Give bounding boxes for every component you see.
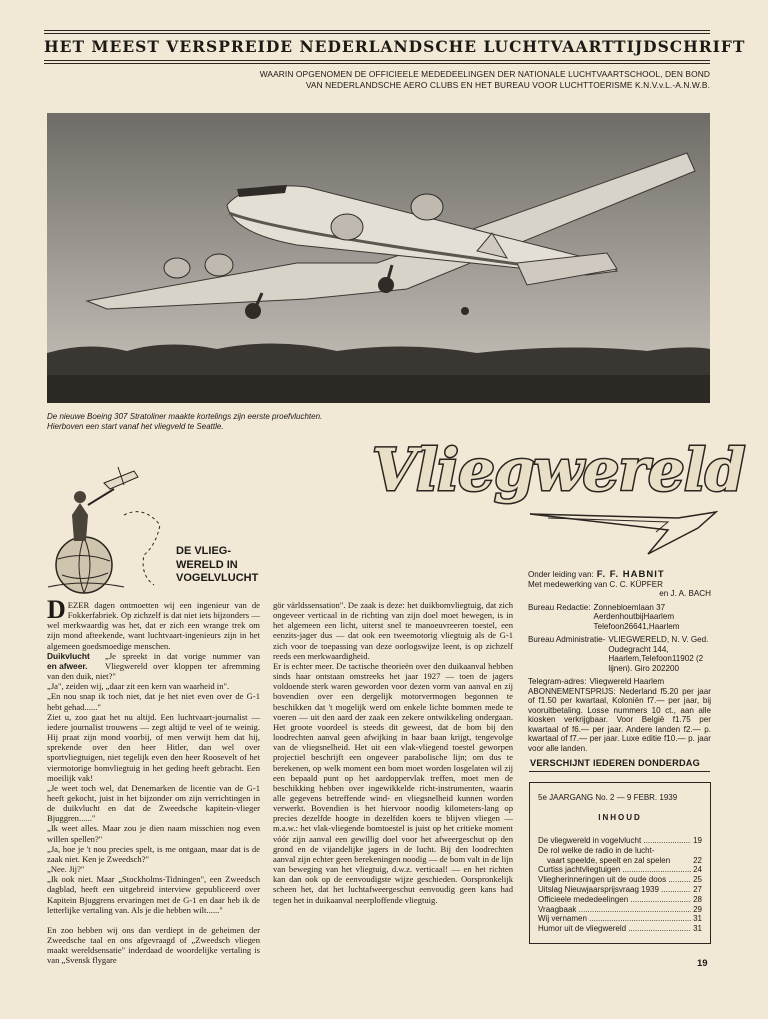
publication-frequency: VERSCHIJNT IEDEREN DONDERDAG: [530, 758, 700, 768]
colophon-leiding: Onder leiding van: F. F. HABNIT: [528, 569, 665, 580]
colophon-medewerking-2: en J. A. BACH: [659, 589, 711, 598]
article-paragraph: „Ik weet alles. Maar zou je dien naam misschien nog even willen spellen?": [47, 823, 260, 844]
photo-caption: De nieuwe Boeing 307 Stratoliner maakte kortelings zijn eerste proefvluchten. Hierboven een start vanaf het vliegveld te Seattle.: [47, 412, 323, 431]
subtitle-line-2: VAN NEDERLANDSCHE AERO CLUBS EN HET BUREAU VOOR LUCHTTOERISME K.N.V.v.L.-A.N.W.B.: [305, 80, 710, 90]
toc-entry: De rol welke de radio in de lucht-: [538, 845, 655, 855]
drop-cap: D: [47, 595, 66, 624]
article-paragraph: En zoo hebben wij ons dan verdiept in de geheimen der Zweedsche taal en ons afgevraagd of „Zweedsch vliegen maakt wereldsensatie" inderdaad de woordelijke vertaling is van „Svensk flygare: [47, 924, 260, 966]
subtitle-line-1: WAARIN OPGENOMEN DE OFFICIEELE MEDEDEELINGEN DER NATIONALE LUCHTVAARTSCHOOL, DEN BOND: [259, 69, 710, 79]
article-column-2: [273, 600, 513, 905]
article-paragraph: „Nee. Jij?": [47, 864, 85, 875]
wing-emblem-icon: [528, 510, 718, 558]
toc-entry: Officieele mededeelingen ..... 28: [538, 895, 702, 905]
article-paragraph: „Je spreekt in dat vorige nummer van Vliegwereld over kloppen ter afremming van den duik, niet?": [47, 650, 260, 682]
colophon-medewerking: Met medewerking van C. C. KÜPFER: [528, 579, 663, 589]
colophon-abonnement: ABONNEMENTSPRIJS: Nederland f5.20 per jaar of f1.50 per kwartaal, Koloniën f7.— per jaar, bij vooruitbetaling. Losse nummers 10 ct., aan alle kiosken verkrijgbaar. Voor België f1.75 per kwartaal of f6.— per jaar. Andere landen f2.— p. kwartaal of f7.— per jaar. Luxe editie f10.— p. jaar voor alle landen.: [528, 686, 711, 753]
toc-entry: Vraagbaak ..... 29: [538, 905, 702, 915]
globe-aviator-illustration: [44, 455, 172, 595]
article-column-1: [47, 595, 260, 966]
section-title-line: DE VLIEG-: [176, 545, 232, 557]
table-of-contents: [529, 782, 711, 944]
article-paragraph: „En nou snap ik toch niet, dat je het niet even over de G-1 hebt gehad......": [47, 691, 260, 712]
toc-entry: Curtiss jachtvliegtuigen ..... 24: [538, 865, 702, 875]
section-title-line: VOGELVLUCHT: [176, 572, 259, 584]
article-paragraph: „Ik ook niet. Maar „Stockholms-Tidningen", een Zweedsch dagblad, heeft een uitgebreid interview gepubliceerd over Kapitein Bjuggrens ervaringen met de G-1 en daar heb ik de letterlijke vertaling van. Als je die hebben wilt......": [47, 874, 260, 915]
article-paragraph: Er is echter meer. De tactische theorieën over den duikaanval hebben sinds haar ontstaan omstreeks het jaar 1927 — toen de jagers voldoende sterk waren geworden voor dezen vorm van aanval en zij bovendien over een dergelijk motorvermogen begonnen te beschikken dat 't mogelijk werd om enkele lichte bommen mede te voeren — uit den aard der zaak een zekere ontwikkeling ondergaan. Het groote voordeel is steeds dit geweest, dat de bom bij den loodrechten aanval geen afwijking in haar baan krijgt, tengevolge van de vliegsnelheid. Het uit een vlak-vliegend toestel geworpen projectiel beschrijft een ongeveer parabolische lijn; om dus te berekenen, op welk moment een bom moet worden losgelaten wil zij een bepaald punt op het aardoppervlak treffen, moet men de beschikking hebben over ingewikkelde richt-instrumenten, waarin alle gegevens betreffende wind- en vliegsnelheid kunnen worden verwerkt. Bovendien is het hiervoor noodig kilometers-lang op precies dezelfde hoogte in dezelfden koers te blijven vliegen — m.a.w.: het vlak-vliegende bomtoestel is juist op het critieke moment vóór zijn aanval een gewillig doel voor het afweergeschut op den grond en de vijandelijke jagers in de lucht. Bij den loodrechten aanval zijn echter geen berekeningen noodig — de bom valt in de lijn van beweging van het vliegtuig, d.w.z. verticaal! — en het richten kan dan ook op de eenvoudigste wijze geschieden. Oorspronkelijk scheen het, dat het luchtafweergeschut eenvoudig geen kans had tegen het in duikaanval neerploffende vliegtuig.: [273, 660, 513, 905]
toc-entry: vaart speelde, speelt en zal spelen 22: [547, 855, 702, 865]
article-paragraph: Ziet u, zoo gaat het nu altijd. Een luchtvaart-journalist — iedere journalist trouwens — zegt altijd te veel of te weinig. Hij praat zijn mond voorbij, of men verwijt hem dat hij, sprekende over den heer Hitler, dan wel over sportvliegtuigen, niet tegelijk even den heer Roosevelt of het viermotorige bomvliegtuig in het geding heeft gebracht. Een moeilijk vak!: [47, 711, 260, 783]
article-intro: EZER dagen ontmoetten wij een ingenieur van de Fokkerfabriek. Op zichzelf is dat niet iets bijzonders — wel merkwaardig was het, dat er zich een wrange trek om zijn mond afteekende, want luchtvaart-ingenieurs zijn in het algemeen goedsmoedige menschen.: [47, 600, 260, 651]
toc-entry: Vliegherinneringen uit de oude doos ..... 25: [538, 875, 702, 885]
colophon-redactie: Bureau Redactie: Zonnebloemlaan 37 AerdenhoutbijHaarlem Telefoon26641,Haarlem: [528, 602, 680, 631]
toc-entry: Humor uit de vliegwereld ..... 31: [538, 924, 702, 934]
section-title: [176, 545, 258, 586]
toc-entry: Wij vernamen ..... 31: [538, 914, 702, 924]
vliegwereld-logo: Vliegwereld: [372, 436, 745, 504]
issue-line: 5e JAARGANG No. 2 — 9 FEBR. 1939: [538, 793, 678, 802]
toc-entry: De vliegwereld in vogelvlucht ..... 19: [538, 836, 702, 846]
article-paragraph: „Je weet toch wel, dat Denemarken de licentie van de G-1 heeft gekocht, juist in het bijzonder om zijn verrichtingen in de duikvlucht en dat de Zweedsche kapitein-vlieger Bjuggren......": [47, 782, 260, 824]
toc-entry: Uitslag Nieuwjaarsprijsvraag 1939 ..... 27: [538, 885, 702, 895]
article-paragraph: „Ja", zeiden wij, „daar zit een kern van waarheid in".: [47, 681, 230, 692]
toc-list: [538, 836, 702, 934]
side-heading: Duikvlucht en afweer.: [47, 650, 90, 671]
colophon-administratie: Bureau Administratie- VLIEGWERELD, N. V. Ged. Oudegracht 144, Haarlem,Telefoon11902 (2 lijnen). Giro 202200: [528, 635, 709, 673]
airplane-illustration: [47, 113, 710, 403]
article-paragraph: „Ja, hoe je 't nou precies spelt, is me ontgaan, maar dat is de zaak niet. Ken je Zweedsch?": [47, 843, 260, 864]
colophon: [528, 570, 711, 753]
page-number: 19: [697, 958, 708, 969]
colophon-telegram: Telegram-adres: Vliegwereld Haarlem: [528, 677, 665, 686]
masthead: HET MEEST VERSPREIDE NEDERLANDSCHE LUCHTVAARTTIJDSCHRIFT: [44, 37, 746, 56]
section-title-line: WERELD IN: [176, 558, 238, 571]
toc-heading: INHOUD: [598, 813, 642, 822]
boeing-stratoliner-photo: [47, 113, 710, 403]
article-paragraph: gör världssensation". De zaak is deze: het duikbomvliegtuig, dat zich ongeveer verticaal in de richting van zijn doel moet bewegen, is in het algemeen een licht, uiterst snel te manoeuvreeren toestel, een eenzits-jager dus — dat ook een tweemotorig vliegtuig als de G-1 zich voor de toepassing van deze oorlogswijze leent, is op zichzelf reeds een merkwaardigheid.: [273, 600, 513, 661]
